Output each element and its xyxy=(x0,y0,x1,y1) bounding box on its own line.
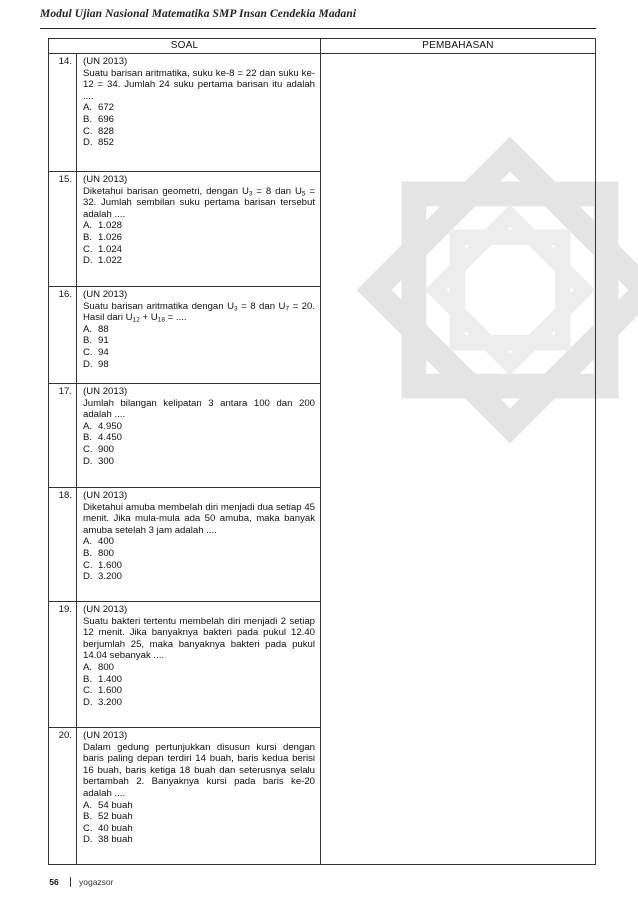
option-c xyxy=(83,823,315,835)
option-letter: A. xyxy=(83,323,93,335)
question-text: Diketahui amuba membelah diri menjadi dua setiap 45 menit. Jika mula-mula ada 50 amuba, maka banyak amuba setelah 3 jam adalah .... xyxy=(83,501,316,536)
option-letter: C. xyxy=(83,243,93,255)
question-source: (UN 2013) xyxy=(83,604,128,615)
option-c xyxy=(83,444,315,456)
option-text: 52 buah xyxy=(98,811,133,823)
option-letter: A. xyxy=(83,661,93,673)
option-text: 3.200 xyxy=(98,571,123,583)
option-d xyxy=(83,137,315,149)
option-letter: A. xyxy=(83,799,93,811)
option-c xyxy=(83,126,315,138)
answer-options xyxy=(83,324,315,370)
question-number: 20. xyxy=(49,728,77,865)
option-letter: D. xyxy=(83,255,93,267)
option-b xyxy=(83,674,315,686)
option-letter: B. xyxy=(83,432,93,444)
option-letter: C. xyxy=(83,559,93,571)
option-letter: C. xyxy=(83,685,93,697)
option-b xyxy=(83,232,315,244)
option-d xyxy=(83,456,315,468)
option-text: 800 xyxy=(98,661,115,673)
question-source: (UN 2013) xyxy=(83,289,128,300)
option-b xyxy=(83,335,315,347)
option-text: 94 xyxy=(98,346,109,358)
option-letter: B. xyxy=(83,335,93,347)
option-text: 1.026 xyxy=(98,231,123,243)
question-text: Diketahui barisan geometri, dengan $U_3 = 8$ dan $U_5 = 32$. Jumlah sembilan suku pertama barisan tersebut adalah .... xyxy=(83,185,316,220)
option-text: 1.024 xyxy=(98,243,123,255)
option-letter: B. xyxy=(83,113,93,125)
option-b xyxy=(83,114,315,126)
option-letter: A. xyxy=(83,102,93,114)
option-letter: B. xyxy=(83,547,93,559)
option-d xyxy=(83,359,315,371)
author-name: yogazsor xyxy=(79,877,114,887)
option-b xyxy=(83,811,315,823)
option-text: 88 xyxy=(98,323,109,335)
option-text: 696 xyxy=(98,113,115,125)
answer-options xyxy=(83,421,315,467)
answer-options xyxy=(83,800,315,846)
option-letter: D. xyxy=(83,358,93,370)
option-text: 1.028 xyxy=(98,220,123,232)
question-text: Jumlah bilangan kelipatan 3 antara 100 dan 200 adalah .... xyxy=(83,397,316,421)
option-letter: C. xyxy=(83,125,93,137)
option-text: 672 xyxy=(98,102,115,114)
option-a xyxy=(83,324,315,336)
option-letter: D. xyxy=(83,137,93,149)
question-source: (UN 2013) xyxy=(83,174,128,185)
question-text: Suatu barisan aritmatika dengan $U_3 = 8$ dan $U_7 = 20$. Hasil dari $U_{12} + U_{18}$ = .... xyxy=(83,300,316,324)
question-cell xyxy=(77,287,321,384)
answer-options xyxy=(83,536,315,582)
question-number: 16. xyxy=(49,287,77,384)
option-d xyxy=(83,697,315,709)
question-cell xyxy=(77,54,321,172)
option-letter: C. xyxy=(83,346,93,358)
option-a xyxy=(83,102,315,114)
option-text: 300 xyxy=(98,455,115,467)
option-letter: A. xyxy=(83,420,93,432)
question-source: (UN 2013) xyxy=(83,386,128,397)
option-text: 828 xyxy=(98,125,115,137)
option-text: 1.022 xyxy=(98,255,123,267)
question-text: Dalam gedung pertunjukkan disusun kursi dengan baris paling depan terdiri 14 buah, baris kedua berisi 16 buah, baris ketiga 18 buah dan seterusnya selalu bertambah 2. Banyaknya kursi pada baris ke-20 adalah .... xyxy=(83,741,316,799)
option-d xyxy=(83,571,315,583)
question-cell xyxy=(77,384,321,488)
option-a xyxy=(83,800,315,812)
option-letter: C. xyxy=(83,822,93,834)
answer-options xyxy=(83,102,315,148)
option-a xyxy=(83,220,315,232)
question-cell xyxy=(77,172,321,287)
header-soal: SOAL xyxy=(49,39,321,54)
option-letter: B. xyxy=(83,231,93,243)
option-letter: D. xyxy=(83,834,93,846)
table-header-row xyxy=(49,39,596,54)
option-letter: B. xyxy=(83,811,93,823)
option-text: 1.600 xyxy=(98,559,123,571)
option-text: 1.600 xyxy=(98,685,123,697)
answer-options xyxy=(83,220,315,266)
question-source: (UN 2013) xyxy=(83,56,128,67)
option-letter: D. xyxy=(83,455,93,467)
question-table xyxy=(48,38,596,865)
question-row-14 xyxy=(49,54,596,172)
option-c xyxy=(83,685,315,697)
question-number: 19. xyxy=(49,602,77,728)
option-letter: A. xyxy=(83,220,93,232)
option-letter: B. xyxy=(83,673,93,685)
option-a xyxy=(83,662,315,674)
option-letter: A. xyxy=(83,536,93,548)
page-footer xyxy=(40,877,114,887)
question-cell xyxy=(77,602,321,728)
question-number: 17. xyxy=(49,384,77,488)
option-text: 91 xyxy=(98,335,109,347)
option-b xyxy=(83,548,315,560)
option-text: 38 buah xyxy=(98,834,133,846)
option-text: 54 buah xyxy=(98,799,133,811)
option-text: 1.400 xyxy=(98,673,123,685)
pembahasan-cell xyxy=(321,54,596,865)
option-letter: D. xyxy=(83,571,93,583)
option-text: 98 xyxy=(98,358,109,370)
header-pembahasan: PEMBAHASAN xyxy=(321,39,596,54)
question-source: (UN 2013) xyxy=(83,490,128,501)
option-text: 900 xyxy=(98,443,115,455)
option-letter: C. xyxy=(83,443,93,455)
question-text: Suatu bakteri tertentu membelah diri menjadi 2 setiap 12 menit. Jika banyaknya bakteri pada pukul 12.40 berjumlah 25, maka banyaknya bakteri pada pukul 14.04 sebanyak .... xyxy=(83,615,316,662)
question-cell xyxy=(77,488,321,602)
option-c xyxy=(83,560,315,572)
header-divider xyxy=(40,28,596,29)
option-a xyxy=(83,421,315,433)
option-d xyxy=(83,255,315,267)
option-text: 4.950 xyxy=(98,420,123,432)
option-letter: D. xyxy=(83,696,93,708)
option-text: 40 buah xyxy=(98,822,133,834)
option-text: 852 xyxy=(98,137,115,149)
question-text: Suatu barisan aritmatika, suku ke-8 = 22 dan suku ke-12 = 34. Jumlah 24 suku pertama barisan itu adalah .... xyxy=(83,67,316,102)
module-title: Modul Ujian Nasional Matematika SMP Insan Cendekia Madani xyxy=(40,8,357,20)
option-a xyxy=(83,536,315,548)
option-d xyxy=(83,834,315,846)
option-c xyxy=(83,244,315,256)
answer-options xyxy=(83,662,315,708)
question-cell xyxy=(77,728,321,865)
option-text: 800 xyxy=(98,547,115,559)
page-number: 56 xyxy=(40,877,71,887)
option-text: 4.450 xyxy=(98,432,123,444)
option-text: 3.200 xyxy=(98,696,123,708)
question-number: 14. xyxy=(49,54,77,172)
option-c xyxy=(83,347,315,359)
question-number: 15. xyxy=(49,172,77,287)
question-source: (UN 2013) xyxy=(83,730,128,741)
question-number: 18. xyxy=(49,488,77,602)
option-text: 400 xyxy=(98,536,115,548)
option-b xyxy=(83,432,315,444)
